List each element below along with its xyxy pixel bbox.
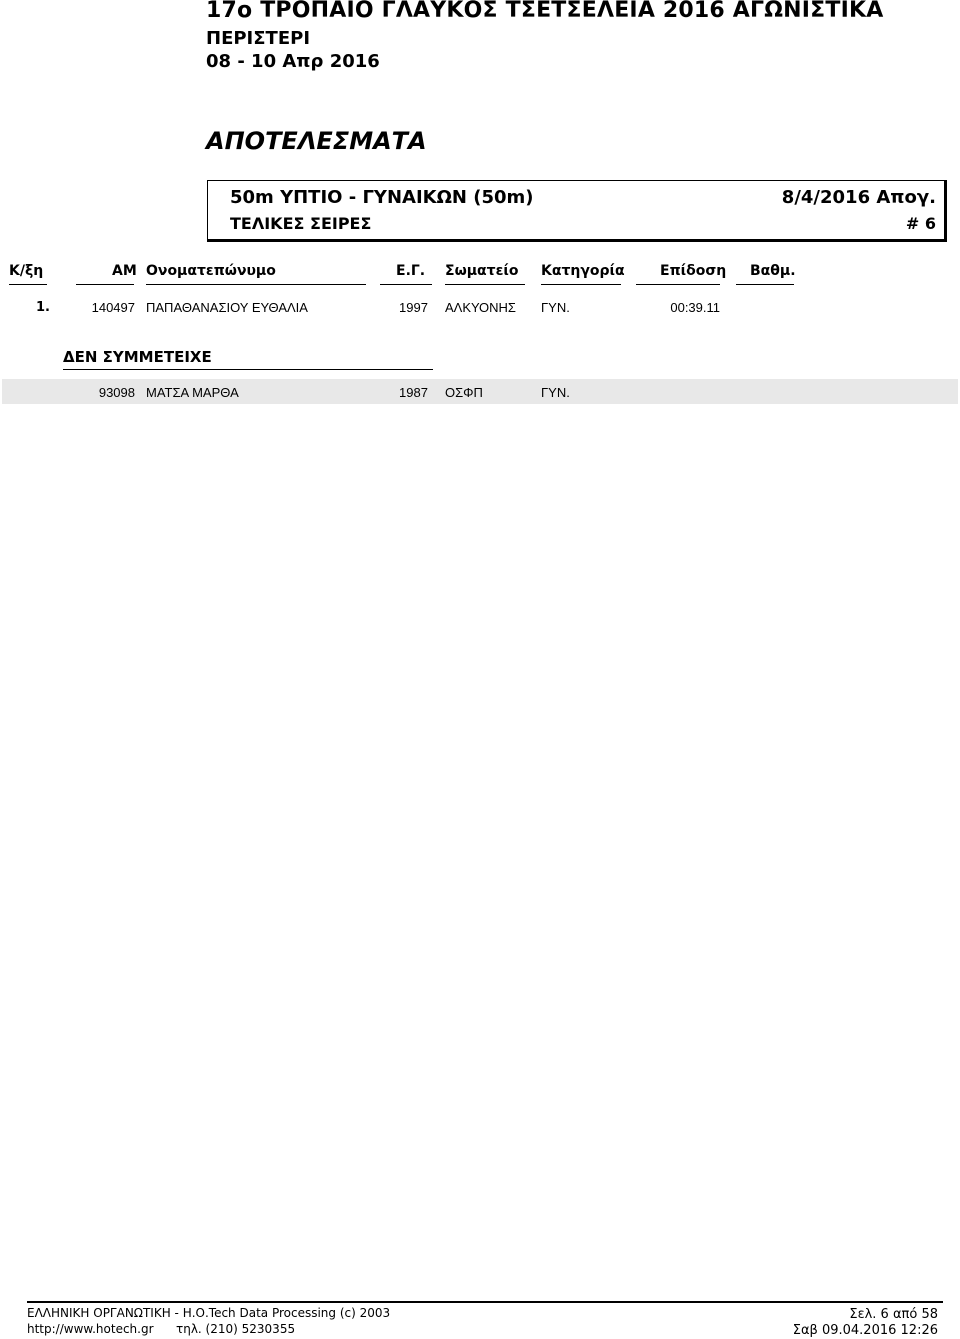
header-underline [9,284,47,285]
event-name: 50m ΥΠΤΙΟ - ΓΥΝΑΙΚΩΝ (50m) [230,187,534,208]
footer-page: Σελ. 6 από 58 [849,1307,938,1322]
footer-url[interactable]: http://www.hotech.gr [27,1322,154,1336]
col-header-points: Βαθμ. [750,263,796,279]
meet-venue: ΠΕΡΙΣΤΕΡΙ [206,28,311,49]
header-underline [445,284,525,285]
dns-section-title: ΔΕΝ ΣΥΜΜΕΤΕΙΧΕ [63,348,212,366]
header-underline [146,284,366,285]
col-header-time: Επίδοση [660,263,727,279]
result-category: ΓΥΝ. [541,300,570,315]
result-name: ΠΑΠΑΘΑΝΑΣΙΟΥ ΕΥΘΑΛΙΑ [146,300,308,315]
dns-club: ΟΣΦΠ [445,385,483,400]
result-am: 140497 [91,300,135,315]
event-round: ΤΕΛΙΚΕΣ ΣΕΙΡΕΣ [230,214,372,233]
dns-am: 93098 [98,385,135,400]
footer-divider [27,1301,943,1303]
header-underline [636,284,720,285]
result-time: 00:39.11 [670,300,720,315]
dns-category: ΓΥΝ. [541,385,570,400]
col-header-name: Ονοματεπώνυμο [146,263,276,279]
col-header-category: Κατηγορία [541,263,625,279]
footer-printed: Σαβ 09.04.2016 12:26 [792,1323,938,1338]
col-header-club: Σωματείο [445,263,519,279]
dns-section-underline [63,369,433,370]
header-underline [76,284,134,285]
event-date: 8/4/2016 Απογ. [781,187,936,208]
footer-company: ΕΛΛΗΝΙΚΗ ΟΡΓΑΝΩΤΙΚΗ - Η.Ο.Tech Data Processing (c) 2003 [27,1306,391,1320]
footer-phone: τηλ. (210) 5230355 [176,1322,296,1336]
event-box [207,180,947,242]
col-header-place: Κ/ξη [9,263,44,279]
result-year: 1997 [399,300,428,315]
header-underline [736,284,794,285]
dns-name: ΜΑΤΣΑ ΜΑΡΘΑ [146,385,239,400]
meet-title: 17ο ΤΡΟΠΑΙΟ ΓΛΑΥΚΟΣ ΤΣΕΤΣΕΛΕΙΑ 2016 ΑΓΩΝΙΣΤΙΚΑ [206,0,884,23]
result-club: ΑΛΚΥΟΝΗΣ [445,300,516,315]
meet-dates: 08 - 10 Απρ 2016 [206,51,380,72]
result-place: 1. [36,300,50,315]
results-heading: ΑΠΟΤΕΛΕΣΜΑΤΑ [206,127,427,155]
event-heat: # 6 [905,214,936,233]
dns-year: 1987 [399,385,428,400]
header-underline [380,284,432,285]
header-underline [541,284,621,285]
col-header-am: ΑΜ [112,263,137,279]
col-header-year: Ε.Γ. [396,263,426,279]
